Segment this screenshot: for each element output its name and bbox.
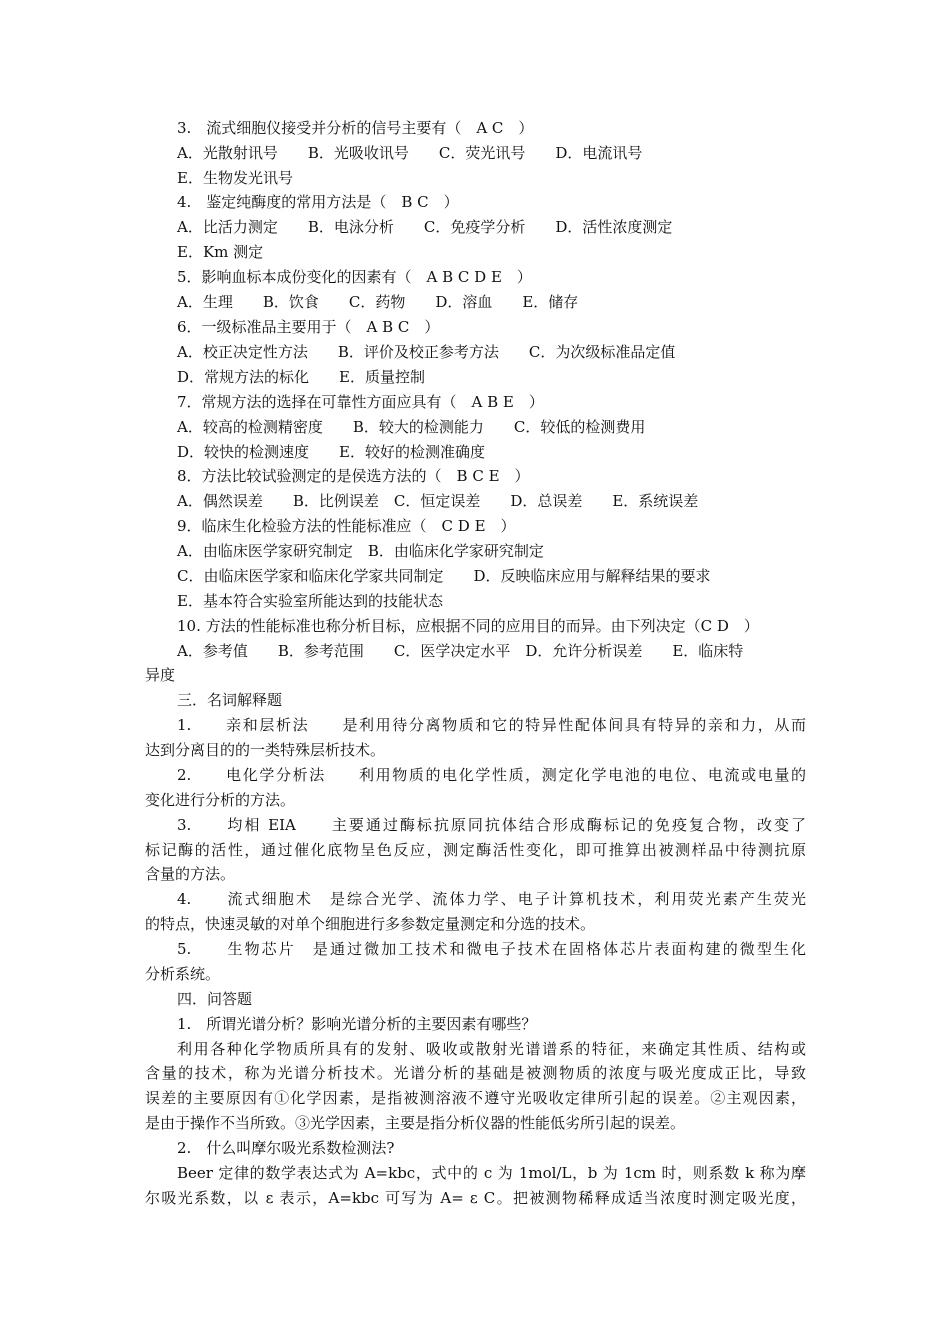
term-4: 4. 流式细胞术 是综合光学、流体力学、电子计算机技术，利用荧光素产生荧光 bbox=[177, 890, 806, 908]
question-5-options: A．生理 B．饮食 C．药物 D．溶血 E．储存 bbox=[177, 293, 579, 311]
term-1: 1. 亲和层析法 是利用待分离物质和它的特异性配体间具有特异的亲和力，从而 bbox=[177, 716, 806, 734]
term-1-cont: 达到分离目的的一类特殊层析技术。 bbox=[145, 741, 386, 759]
question-5: 5．影响血标本成份变化的因素有（ A B C D E ） bbox=[177, 268, 532, 286]
question-3-options-cont: E．生物发光讯号 bbox=[177, 169, 293, 187]
qa-1-answer-cont2: 误差的主要原因有①化学因素，是指被测溶液不遵守光吸收定律所引起的误差。②主观因素， bbox=[145, 1089, 806, 1107]
term-2: 2. 电化学分析法 利用物质的电化学性质，测定化学电池的电位、电流或电量的 bbox=[177, 766, 806, 784]
question-9-options-cont: C．由临床医学家和临床化学家共同制定 D．反映临床应用与解释结果的要求 bbox=[177, 567, 711, 585]
qa-1-answer-cont: 含量的技术，称为光谱分析技术。光谱分析的基础是被测物质的浓度与吸光度成正比，导致 bbox=[145, 1064, 806, 1082]
term-3-cont2: 含量的方法。 bbox=[145, 865, 236, 883]
question-6: 6．一级标准品主要用于（ A B C ） bbox=[177, 318, 440, 336]
qa-2-question: 2. 什么叫摩尔吸光系数检测法? bbox=[177, 1139, 395, 1157]
term-3-cont: 标记酶的活性，通过催化底物呈色反应，测定酶活性变化，即可推算出被测样品中待测抗原 bbox=[145, 841, 806, 859]
term-2-cont: 变化进行分析的方法。 bbox=[145, 791, 296, 809]
question-8: 8．方法比较试验测定的是侯选方法的（ B C E ） bbox=[177, 467, 530, 485]
question-6-options-cont: D．常规方法的标化 E．质量控制 bbox=[177, 368, 425, 386]
question-10-options: A．参考值 B．参考范围 C．医学决定水平 D．允许分析误差 E．临床特 bbox=[177, 642, 744, 660]
term-5-cont: 分析系统。 bbox=[145, 965, 221, 983]
qa-1-answer: 利用各种化学物质所具有的发射、吸收或散射光谱谱系的特征，来确定其性质、结构或 bbox=[177, 1040, 806, 1058]
question-10-options-cont: 异度 bbox=[145, 666, 176, 684]
section-heading-4: 四．问答题 bbox=[177, 990, 253, 1008]
question-8-options: A．偶然误差 B．比例误差 C．恒定误差 D．总误差 E．系统误差 bbox=[177, 492, 699, 510]
question-7-options: A．较高的检测精密度 B．较大的检测能力 C．较低的检测费用 bbox=[177, 418, 646, 436]
term-4-cont: 的特点，快速灵敏的对单个细胞进行多参数定量测定和分选的技术。 bbox=[145, 915, 596, 933]
question-7-options-cont: D．较快的检测速度 E．较好的检测准确度 bbox=[177, 443, 485, 461]
qa-2-answer: Beer 定律的数学表达式为 A=kbc，式中的 c 为 1mol/L，b 为 1cm 时，则系数 k 称为摩 bbox=[177, 1164, 806, 1182]
term-3: 3. 均相 EIA 主要通过酶标抗原同抗体结合形成酶标记的免疫复合物，改变了 bbox=[177, 816, 806, 834]
question-6-options: A．校正决定性方法 B．评价及校正参考方法 C．为次级标准品定值 bbox=[177, 343, 676, 361]
question-10: 10. 方法的性能标准也称分析目标，应根据不同的应用目的而异。由下列决定（C D ） bbox=[177, 617, 759, 635]
qa-1-question: 1. 所谓光谱分析？影响光谱分析的主要因素有哪些？ bbox=[177, 1015, 537, 1033]
question-4-options: A．比活力测定 B．电泳分析 C．免疫学分析 D．活性浓度测定 bbox=[177, 218, 673, 236]
question-9-options-cont2: E．基本符合实验室所能达到的技能状态 bbox=[177, 592, 443, 610]
qa-2-answer-cont: 尔吸光系数，以 ε 表示，A=kbc 可写为 A= ε C。把被测物稀释成适当浓度时测定吸光度， bbox=[145, 1189, 806, 1207]
question-3-options: A．光散射讯号 B．光吸收讯号 C．荧光讯号 D．电流讯号 bbox=[177, 144, 643, 162]
question-4: 4. 鉴定纯酶度的常用方法是（ B C ） bbox=[177, 193, 459, 211]
qa-1-answer-cont3: 是由于操作不当所致。③光学因素，主要是指分析仪器的性能低劣所引起的误差。 bbox=[145, 1114, 686, 1132]
section-heading-3: 三．名词解释题 bbox=[177, 691, 283, 709]
question-4-options-cont: E．Km 测定 bbox=[177, 243, 264, 261]
question-9-options: A．由临床医学家研究制定 B．由临床化学家研究制定 bbox=[177, 542, 544, 560]
question-3: 3. 流式细胞仪接受并分析的信号主要有（ A C ） bbox=[177, 119, 534, 137]
term-5: 5. 生物芯片 是通过微加工技术和微电子技术在固格体芯片表面构建的微型生化 bbox=[177, 940, 806, 958]
question-7: 7．常规方法的选择在可靠性方面应具有（ A B E ） bbox=[177, 393, 544, 411]
question-9: 9．临床生化检验方法的性能标准应（ C D E ） bbox=[177, 517, 516, 535]
